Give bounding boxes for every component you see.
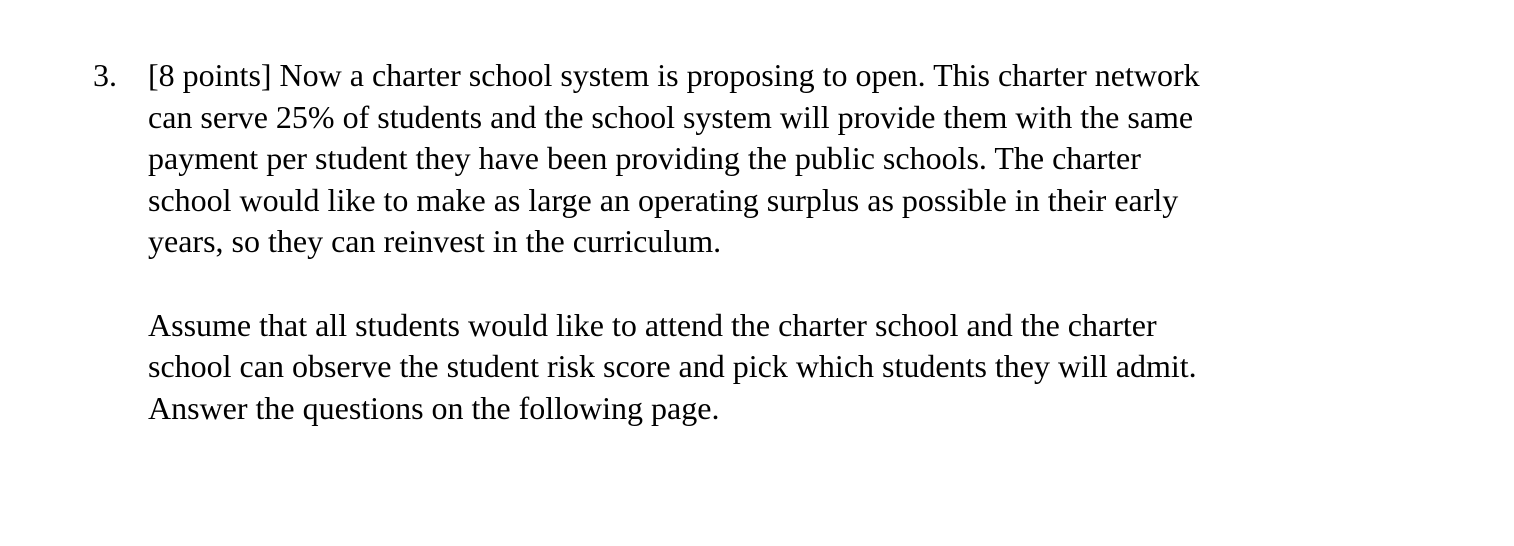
paragraph-spacer [148,263,1388,305]
question-number: 3. [93,57,117,93]
text-line: school can observe the student risk score and pick which students they will admit. [148,348,1197,385]
question-paragraph-2 [148,305,1388,430]
text-line: years, so they can reinvest in the curriculum. [148,223,722,260]
question-body [148,55,1388,429]
text-line: can serve 25% of students and the school system will provide them with the same [148,98,1194,135]
question-paragraph-1 [148,55,1388,263]
text-line: [8 points] Now a charter school system is proposing to open. This charter network [148,57,1200,93]
text-line: Answer the questions on the following page. [148,389,720,426]
text-line: Assume that all students would like to attend the charter school and the charter [148,306,1157,343]
text-line: school would like to make as large an operating surplus as possible in their early [148,181,1179,218]
text-line: payment per student they have been providing the public schools. The charter [148,140,1141,177]
